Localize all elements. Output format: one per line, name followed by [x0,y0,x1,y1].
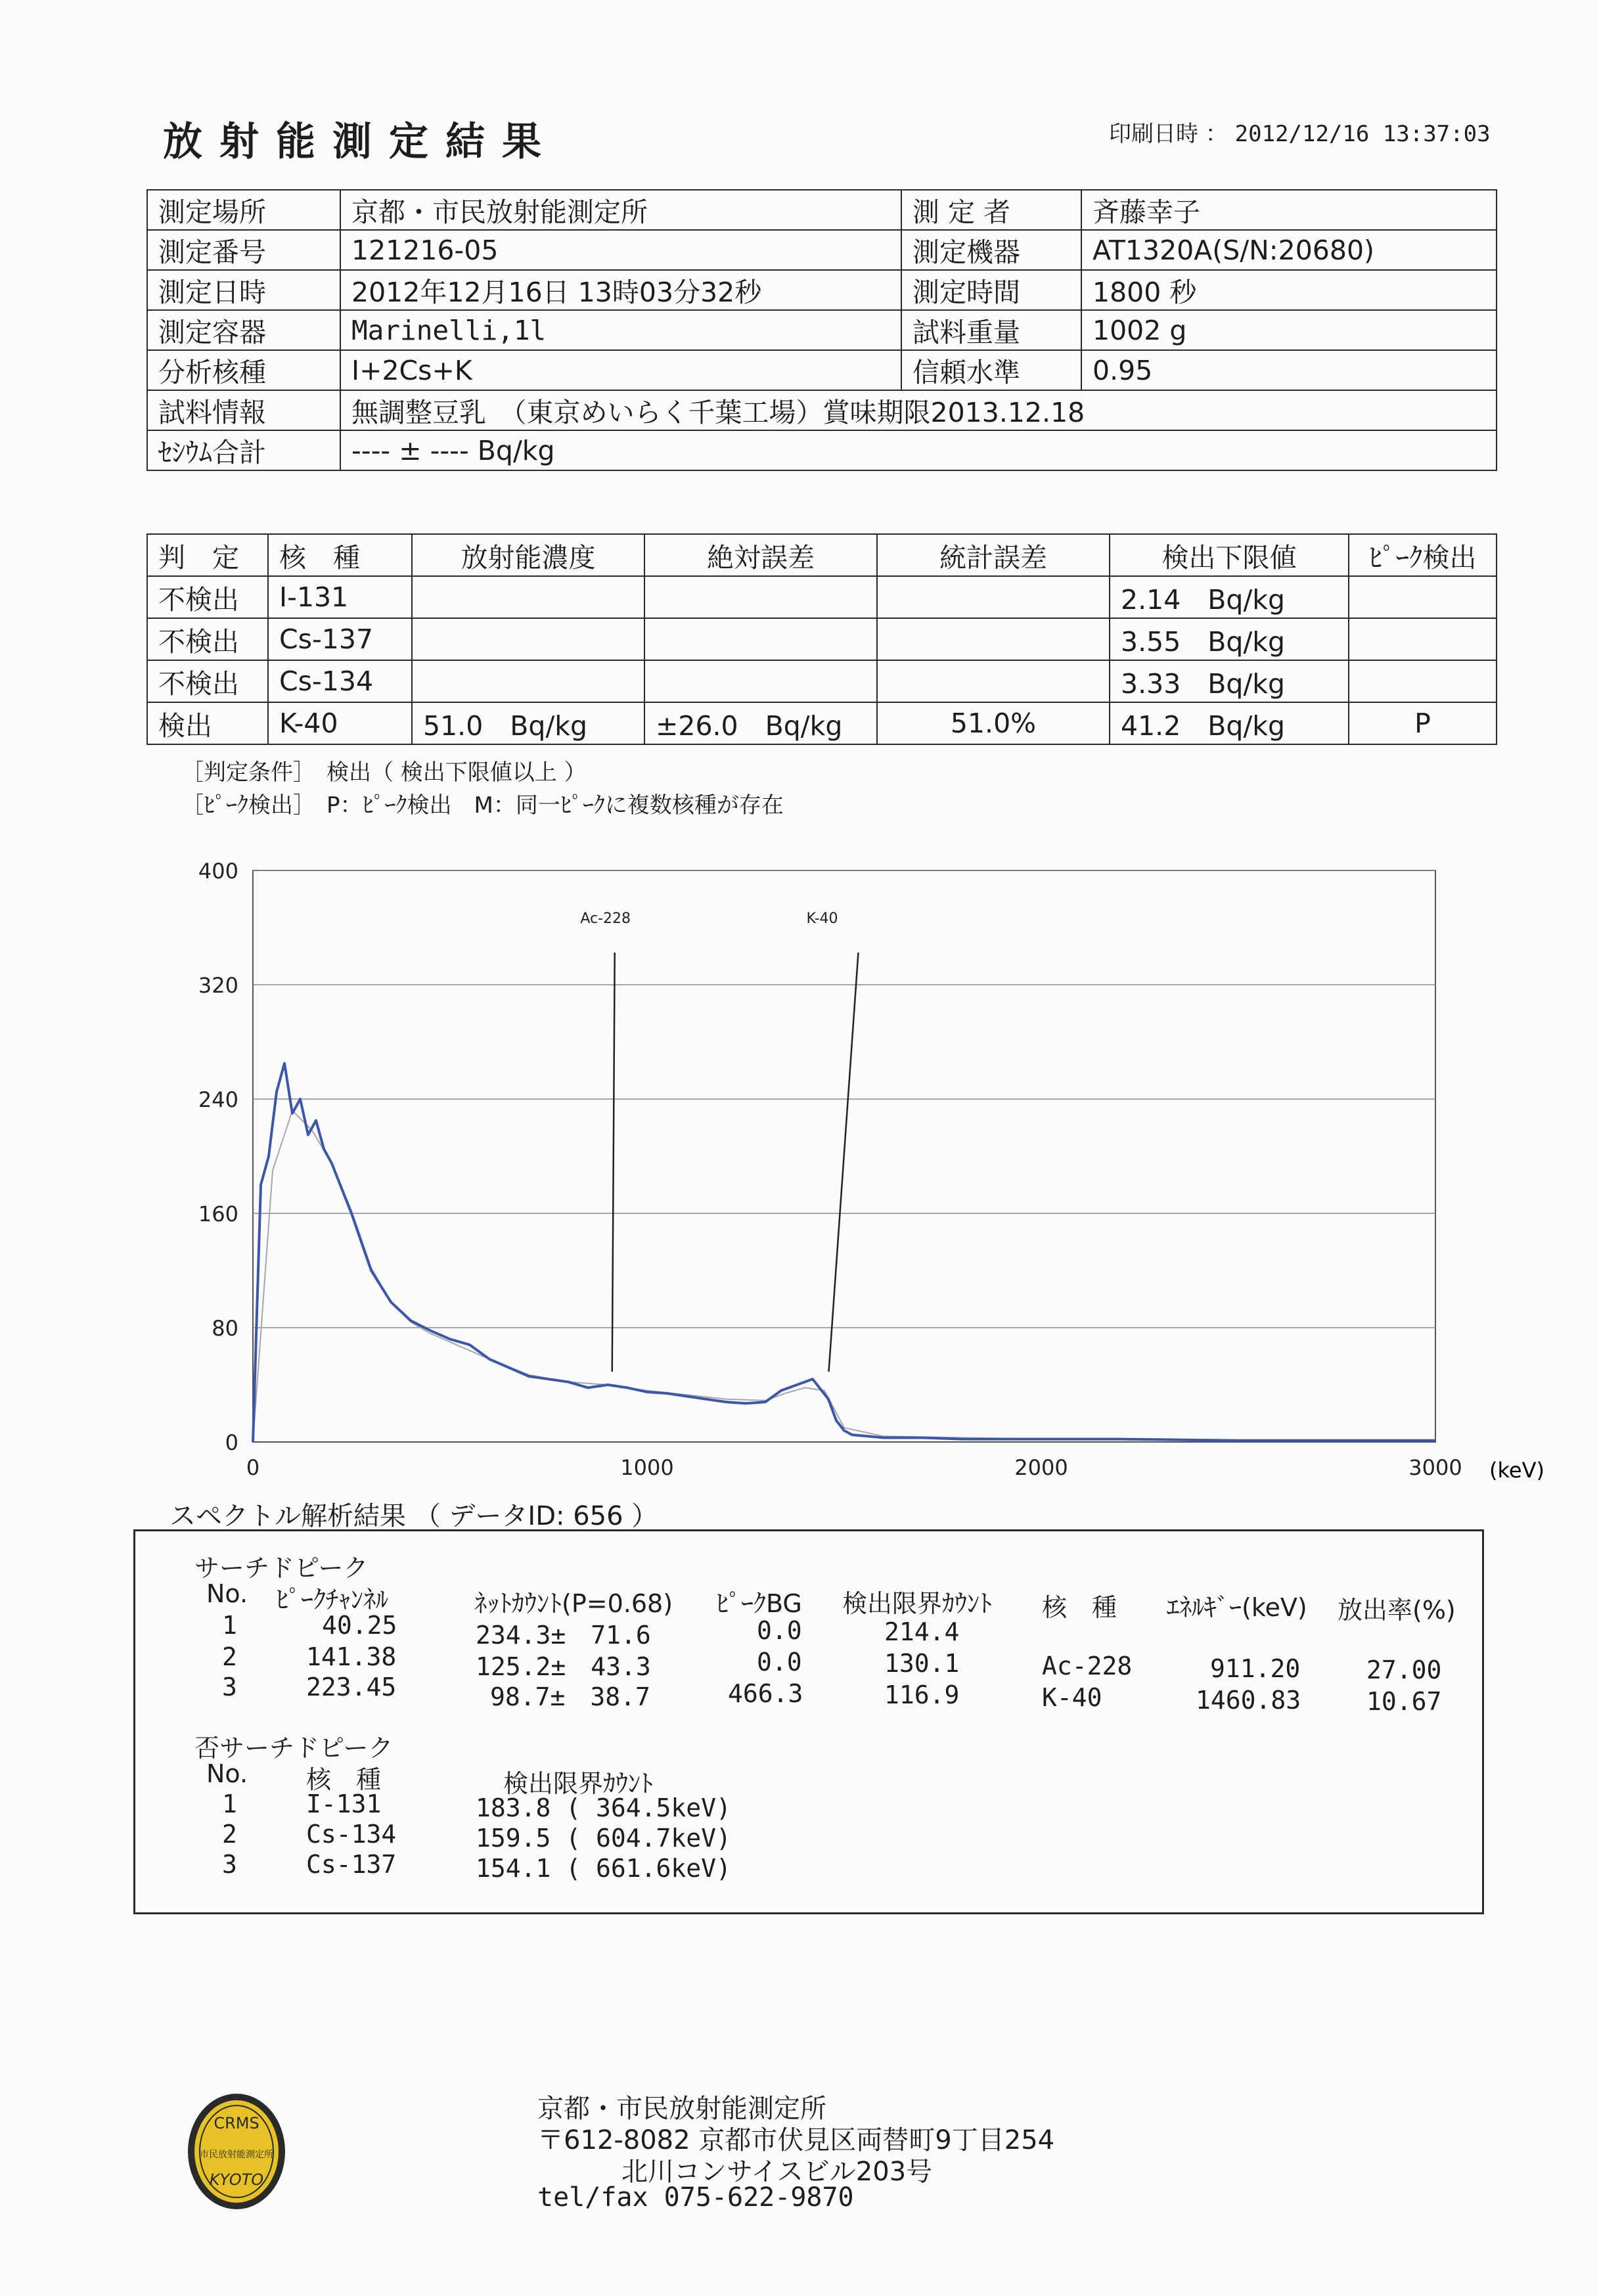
footer-address2: 北川コンサイスビル203号 [621,2157,933,2187]
nuclide-value: I+2Cs+K [340,350,901,390]
print-value: 2012/12/16 13:37:03 [1234,121,1491,147]
row-concentration: 51.0 Bq/kg [412,702,644,744]
nonsearch-nuclide: I-131 [306,1790,382,1818]
search-limit: 214.4 [884,1617,960,1646]
row-limit: 41.2 Bq/kg [1110,702,1349,744]
number-label: 測定番号 [147,230,340,270]
row-abs-error [644,618,877,660]
search-channel: 223.45 [306,1673,397,1701]
search-channel: 40.25 [322,1611,397,1640]
x-axis-label: (keV) [1489,1458,1544,1483]
device-label: 測定機器 [901,230,1081,270]
table-row [147,618,1497,660]
operator-label: 測 定 者 [901,190,1081,230]
row-concentration [412,660,644,702]
search-peak-title: サーチドピーク [194,1554,369,1583]
seal-bottom-text: KYOTO [209,2171,264,2189]
row-stat-error [877,618,1110,660]
search-header-net: ﾈｯﾄｶｳﾝﾄ(P=0.68) [474,1589,673,1618]
search-header-nuclide: 核 種 [1042,1593,1117,1622]
weight-label: 試料重量 [901,310,1081,350]
search-net: 125.2± 43.3 [476,1652,651,1681]
row-peak [1349,660,1497,702]
search-no: 1 [222,1611,237,1640]
x-tick-label: 3000 [1408,1455,1462,1480]
chart-series [253,1064,1435,1442]
search-no: 2 [222,1642,237,1671]
result-header-row [147,534,1497,576]
x-tick-label: 0 [246,1455,260,1480]
footer-tel: tel/fax 075-622-9870 [537,2182,854,2213]
nonsearch-limit: 154.1 ( 661.6keV) [476,1854,731,1883]
operator-value: 斉藤幸子 [1081,190,1497,230]
peak-marker-line [612,953,615,1372]
search-limit: 116.9 [884,1680,960,1709]
y-tick-label: 320 [198,973,238,998]
nonsearch-nuclide: Cs-134 [306,1820,397,1849]
nonsearch-no: 2 [222,1820,237,1849]
table-row [147,702,1497,744]
row-abs-error: ±26.0 Bq/kg [644,702,877,744]
search-channel: 141.38 [306,1642,397,1671]
row-nuclide: Cs-137 [268,618,412,660]
row-concentration [412,618,644,660]
date-label: 測定日時 [147,270,340,310]
confidence-label: 信頼水準 [901,350,1081,390]
search-nuclide: K-40 [1042,1683,1102,1712]
header-limit: 検出下限値 [1110,534,1349,576]
header-concentration: 放射能濃度 [412,534,644,576]
search-energy: 911.20 [1210,1654,1301,1683]
row-stat-error [877,660,1110,702]
peak-annotations [580,911,858,1372]
search-bg: 0.0 [757,1616,802,1645]
page-title: 放射能測定結果 [163,119,558,165]
nonsearch-limit: 159.5 ( 604.7keV) [476,1824,731,1853]
analysis-title: スペクトル解析結果 （ データID: 656 ） [169,1501,658,1531]
date-value: 2012年12月16日 13時03分32秒 [340,270,901,310]
print-label: 印刷日時 ： [1109,121,1228,147]
y-tick-label: 240 [198,1087,238,1112]
y-tick-label: 160 [198,1202,238,1227]
row-peak: P [1349,702,1497,744]
nonsearch-header-limit: 検出限界ｶｳﾝﾄ [503,1769,654,1798]
peak-label: K-40 [806,911,838,927]
row-concentration [412,576,644,618]
sample-value: 無調整豆乳 （東京めいらく千葉工場）賞味期限2013.12.18 [340,390,1497,430]
search-rate: 27.00 [1366,1655,1442,1684]
x-tick-label: 1000 [620,1455,674,1480]
time-label: 測定時間 [901,270,1081,310]
search-header-no: No. [206,1579,248,1608]
row-judge: 不検出 [147,618,268,660]
row-nuclide: K-40 [268,702,412,744]
nonsearch-no: 3 [222,1850,237,1879]
result-table [146,533,1497,745]
row-abs-error [644,660,877,702]
cs-total-value: ---- ± ---- Bq/kg [340,430,1497,470]
weight-value: 1002 g [1081,310,1497,350]
device-value: AT1320A(S/N:20680) [1081,230,1497,270]
header-abs-error: 絶対誤差 [644,534,877,576]
search-header-bg: ﾋﾟｰｸBG [716,1589,802,1618]
header-nuclide: 核 種 [268,534,412,576]
peak-marker-line [828,953,858,1372]
search-bg: 466.3 [728,1679,803,1708]
search-header-limit: 検出限界ｶｳﾝﾄ [842,1589,993,1618]
crms-seal [184,2089,289,2214]
nonsearch-peak-title: 否サーチドピーク [194,1734,394,1763]
row-abs-error [644,576,877,618]
nuclide-label: 分析核種 [147,350,340,390]
spectrum-chart [171,847,1544,1491]
nonsearch-nuclide: Cs-137 [306,1850,397,1879]
search-limit: 130.1 [884,1649,960,1678]
search-header-energy: ｴﾈﾙｷﾞｰ(keV) [1167,1593,1307,1622]
header-judge: 判 定 [147,534,268,576]
header-peak: ﾋﾟｰｸ検出 [1349,534,1497,576]
header-stat-error: 統計誤差 [877,534,1110,576]
row-stat-error [877,576,1110,618]
sample-label: 試料情報 [147,390,340,430]
row-peak [1349,576,1497,618]
seal-mid-text: 市民放射能測定所 [200,2150,273,2160]
nonsearch-limit: 183.8 ( 364.5keV) [476,1793,731,1822]
row-nuclide: Cs-134 [268,660,412,702]
footer-address1: 〒612-8082 京都市伏見区両替町9丁目254 [537,2125,1055,2155]
y-tick-label: 80 [212,1316,238,1341]
number-value: 121216-05 [340,230,901,270]
table-row [147,576,1497,618]
table-row [147,660,1497,702]
row-judge: 不検出 [147,660,268,702]
time-value: 1800 秒 [1081,270,1497,310]
peak-label: Ac-228 [580,911,631,927]
footer-org: 京都・市民放射能測定所 [537,2094,826,2124]
nonsearch-no: 1 [222,1790,237,1818]
row-stat-error: 51.0% [877,702,1110,744]
x-tick-label: 2000 [1014,1455,1068,1480]
peak-detection-note: ［ﾋﾟｰｸ検出］ P：ﾋﾟｰｸ検出 M：同一ﾋﾟｰｸに複数核種が存在 [181,792,784,819]
place-label: 測定場所 [147,190,340,230]
row-judge: 検出 [147,702,268,744]
search-nuclide: Ac-228 [1042,1652,1133,1680]
row-limit: 2.14 Bq/kg [1110,576,1349,618]
x-tick-labels [246,1455,1462,1480]
search-header-rate: 放出率(%) [1338,1596,1456,1625]
row-limit: 3.33 Bq/kg [1110,660,1349,702]
search-net: 98.7± 38.7 [490,1682,650,1711]
y-tick-label: 400 [198,859,238,884]
place-value: 京都・市民放射能測定所 [340,190,901,230]
row-peak [1349,618,1497,660]
measurement-info-table [146,189,1497,471]
judgement-condition-note: ［判定条件］ 検出（ 検出下限値以上 ） [181,759,587,786]
y-tick-labels [198,859,238,1455]
row-nuclide: I-131 [268,576,412,618]
search-rate: 10.67 [1366,1687,1442,1716]
nonsearch-header-no: No. [206,1759,248,1788]
cs-total-label: ｾｼｳﾑ合計 [147,430,340,470]
search-energy: 1460.83 [1196,1686,1301,1715]
confidence-value: 0.95 [1081,350,1497,390]
search-bg: 0.0 [757,1648,802,1677]
seal-top-text: CRMS [214,2114,259,2132]
row-judge: 不検出 [147,576,268,618]
print-datetime [1109,116,1491,148]
nonsearch-header-nuclide: 核 種 [306,1765,382,1794]
y-tick-label: 0 [225,1430,238,1455]
series-line-spectrum [253,1064,1435,1442]
container-value: Marinelli,1l [340,310,901,350]
row-limit: 3.55 Bq/kg [1110,618,1349,660]
search-header-channel: ﾋﾟｰｸﾁｬﾝﾈﾙ [276,1585,389,1614]
search-no: 3 [222,1673,237,1701]
search-net: 234.3± 71.6 [476,1621,651,1650]
container-label: 測定容器 [147,310,340,350]
